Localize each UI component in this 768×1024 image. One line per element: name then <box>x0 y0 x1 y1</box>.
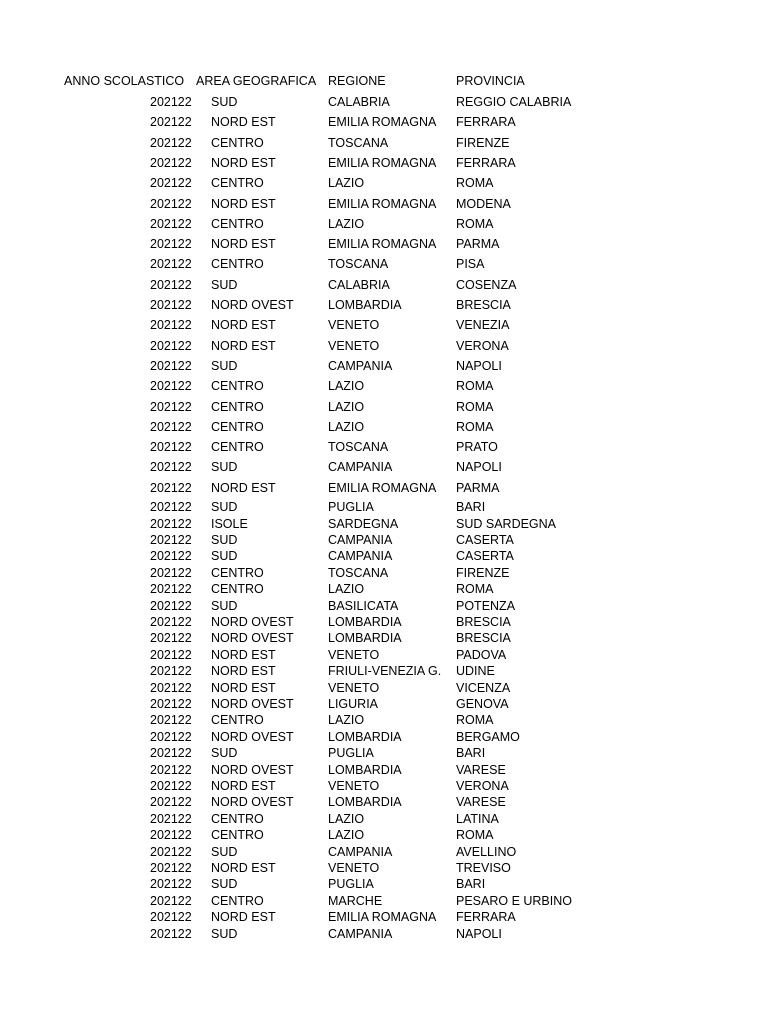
table-row <box>0 630 768 646</box>
cell-anno-scolastico: 202122 <box>150 713 192 727</box>
cell-anno-scolastico: 202122 <box>150 278 192 292</box>
cell-anno-scolastico: 202122 <box>150 861 192 875</box>
cell-area-geografica: SUD <box>211 500 238 514</box>
cell-provincia: PISA <box>456 257 485 271</box>
cell-regione: VENETO <box>328 318 380 332</box>
cell-area-geografica: NORD EST <box>211 681 276 695</box>
cell-provincia: PRATO <box>456 440 498 454</box>
cell-regione: SARDEGNA <box>328 517 399 531</box>
cell-provincia: FIRENZE <box>456 136 510 150</box>
cell-anno-scolastico: 202122 <box>150 763 192 777</box>
cell-anno-scolastico: 202122 <box>150 136 192 150</box>
table-row <box>0 926 768 942</box>
cell-area-geografica: NORD EST <box>211 779 276 793</box>
cell-regione: TOSCANA <box>328 440 389 454</box>
table-row <box>0 680 768 696</box>
cell-regione: VENETO <box>328 779 380 793</box>
cell-provincia: BERGAMO <box>456 730 520 744</box>
cell-anno-scolastico: 202122 <box>150 257 192 271</box>
cell-regione: CAMPANIA <box>328 533 393 547</box>
table-row <box>0 499 768 515</box>
cell-provincia: ROMA <box>456 420 494 434</box>
cell-regione: PUGLIA <box>328 877 374 891</box>
cell-regione: LAZIO <box>328 713 365 727</box>
cell-regione: TOSCANA <box>328 136 389 150</box>
cell-area-geografica: SUD <box>211 549 238 563</box>
cell-regione: EMILIA ROMAGNA <box>328 115 437 129</box>
cell-area-geografica: NORD EST <box>211 156 276 170</box>
cell-provincia: ROMA <box>456 400 494 414</box>
table-row <box>0 94 768 110</box>
cell-area-geografica: NORD OVEST <box>211 795 294 809</box>
cell-area-geografica: ISOLE <box>211 517 248 531</box>
cell-area-geografica: CENTRO <box>211 400 264 414</box>
cell-provincia: NAPOLI <box>456 359 502 373</box>
table-row <box>0 256 768 272</box>
cell-anno-scolastico: 202122 <box>150 828 192 842</box>
cell-provincia: NAPOLI <box>456 927 502 941</box>
cell-regione: LAZIO <box>328 217 365 231</box>
cell-provincia: VERONA <box>456 339 509 353</box>
cell-area-geografica: SUD <box>211 95 238 109</box>
cell-area-geografica: NORD EST <box>211 237 276 251</box>
cell-anno-scolastico: 202122 <box>150 420 192 434</box>
cell-anno-scolastico: 202122 <box>150 566 192 580</box>
table-row <box>0 175 768 191</box>
table-header-row <box>0 73 768 89</box>
table-row <box>0 532 768 548</box>
cell-area-geografica: CENTRO <box>211 176 264 190</box>
cell-area-geografica: NORD EST <box>211 197 276 211</box>
table-row <box>0 745 768 761</box>
cell-regione: EMILIA ROMAGNA <box>328 156 437 170</box>
cell-regione: VENETO <box>328 648 380 662</box>
cell-area-geografica: NORD EST <box>211 115 276 129</box>
cell-area-geografica: NORD EST <box>211 664 276 678</box>
table-row <box>0 827 768 843</box>
cell-area-geografica: CENTRO <box>211 217 264 231</box>
cell-area-geografica: CENTRO <box>211 582 264 596</box>
table-row <box>0 548 768 564</box>
cell-anno-scolastico: 202122 <box>150 845 192 859</box>
cell-regione: LOMBARDIA <box>328 730 402 744</box>
cell-anno-scolastico: 202122 <box>150 664 192 678</box>
cell-provincia: REGGIO CALABRIA <box>456 95 572 109</box>
table-row <box>0 614 768 630</box>
cell-provincia: BARI <box>456 746 486 760</box>
table-row <box>0 581 768 597</box>
table-row <box>0 876 768 892</box>
cell-regione: VENETO <box>328 681 380 695</box>
cell-anno-scolastico: 202122 <box>150 894 192 908</box>
header-anno-scolastico: ANNO SCOLASTICO <box>64 74 185 88</box>
header-provincia: PROVINCIA <box>456 74 525 88</box>
cell-provincia: ROMA <box>456 217 494 231</box>
cell-area-geografica: CENTRO <box>211 566 264 580</box>
cell-regione: EMILIA ROMAGNA <box>328 481 437 495</box>
cell-provincia: ROMA <box>456 176 494 190</box>
cell-anno-scolastico: 202122 <box>150 379 192 393</box>
cell-anno-scolastico: 202122 <box>150 115 192 129</box>
cell-provincia: SUD SARDEGNA <box>456 517 557 531</box>
table-row <box>0 893 768 909</box>
cell-area-geografica: SUD <box>211 599 238 613</box>
table-row <box>0 909 768 925</box>
table-row <box>0 696 768 712</box>
cell-regione: LAZIO <box>328 379 365 393</box>
table-row <box>0 277 768 293</box>
cell-regione: EMILIA ROMAGNA <box>328 237 437 251</box>
cell-anno-scolastico: 202122 <box>150 730 192 744</box>
cell-area-geografica: SUD <box>211 927 238 941</box>
cell-area-geografica: SUD <box>211 533 238 547</box>
table-row <box>0 196 768 212</box>
cell-anno-scolastico: 202122 <box>150 648 192 662</box>
cell-provincia: TREVISO <box>456 861 511 875</box>
cell-area-geografica: CENTRO <box>211 136 264 150</box>
table-row <box>0 860 768 876</box>
cell-regione: LAZIO <box>328 582 365 596</box>
cell-provincia: VENEZIA <box>456 318 510 332</box>
cell-area-geografica: SUD <box>211 359 238 373</box>
cell-regione: PUGLIA <box>328 746 374 760</box>
table-row <box>0 399 768 415</box>
cell-anno-scolastico: 202122 <box>150 697 192 711</box>
cell-regione: CAMPANIA <box>328 460 393 474</box>
header-regione: REGIONE <box>328 74 386 88</box>
table-row <box>0 216 768 232</box>
cell-anno-scolastico: 202122 <box>150 197 192 211</box>
cell-provincia: BRESCIA <box>456 615 511 629</box>
table-row <box>0 565 768 581</box>
cell-provincia: VARESE <box>456 763 506 777</box>
cell-anno-scolastico: 202122 <box>150 779 192 793</box>
cell-provincia: PESARO E URBINO <box>456 894 572 908</box>
cell-anno-scolastico: 202122 <box>150 517 192 531</box>
cell-area-geografica: NORD OVEST <box>211 298 294 312</box>
cell-anno-scolastico: 202122 <box>150 910 192 924</box>
cell-regione: LOMBARDIA <box>328 631 402 645</box>
cell-provincia: FERRARA <box>456 115 516 129</box>
cell-anno-scolastico: 202122 <box>150 176 192 190</box>
table-row <box>0 811 768 827</box>
cell-area-geografica: NORD OVEST <box>211 631 294 645</box>
table-row <box>0 598 768 614</box>
cell-anno-scolastico: 202122 <box>150 812 192 826</box>
cell-regione: LAZIO <box>328 176 365 190</box>
header-area-geografica: AREA GEOGRAFICA <box>196 74 317 88</box>
cell-provincia: COSENZA <box>456 278 517 292</box>
cell-provincia: BRESCIA <box>456 298 511 312</box>
cell-area-geografica: CENTRO <box>211 812 264 826</box>
cell-anno-scolastico: 202122 <box>150 549 192 563</box>
cell-regione: LOMBARDIA <box>328 795 402 809</box>
cell-provincia: LATINA <box>456 812 499 826</box>
table-row <box>0 762 768 778</box>
cell-area-geografica: SUD <box>211 460 238 474</box>
cell-anno-scolastico: 202122 <box>150 533 192 547</box>
cell-anno-scolastico: 202122 <box>150 681 192 695</box>
cell-provincia: CASERTA <box>456 533 514 547</box>
table-row <box>0 778 768 794</box>
table-row <box>0 317 768 333</box>
cell-area-geografica: CENTRO <box>211 894 264 908</box>
cell-anno-scolastico: 202122 <box>150 460 192 474</box>
cell-anno-scolastico: 202122 <box>150 95 192 109</box>
cell-provincia: ROMA <box>456 379 494 393</box>
cell-regione: LAZIO <box>328 828 365 842</box>
cell-area-geografica: SUD <box>211 746 238 760</box>
cell-area-geografica: NORD EST <box>211 481 276 495</box>
cell-regione: VENETO <box>328 861 380 875</box>
table-row <box>0 155 768 171</box>
cell-provincia: GENOVA <box>456 697 509 711</box>
cell-area-geografica: NORD EST <box>211 318 276 332</box>
cell-provincia: ROMA <box>456 828 494 842</box>
table-row <box>0 647 768 663</box>
cell-anno-scolastico: 202122 <box>150 237 192 251</box>
cell-provincia: UDINE <box>456 664 495 678</box>
cell-anno-scolastico: 202122 <box>150 795 192 809</box>
cell-area-geografica: NORD OVEST <box>211 763 294 777</box>
cell-provincia: BARI <box>456 500 486 514</box>
cell-area-geografica: NORD OVEST <box>211 615 294 629</box>
cell-regione: EMILIA ROMAGNA <box>328 197 437 211</box>
table-row <box>0 516 768 532</box>
cell-anno-scolastico: 202122 <box>150 927 192 941</box>
cell-area-geografica: NORD EST <box>211 648 276 662</box>
cell-regione: LAZIO <box>328 812 365 826</box>
cell-regione: CAMPANIA <box>328 927 393 941</box>
cell-provincia: BRESCIA <box>456 631 511 645</box>
cell-provincia: VERONA <box>456 779 509 793</box>
cell-regione: LAZIO <box>328 400 365 414</box>
table-row <box>0 794 768 810</box>
cell-area-geografica: CENTRO <box>211 420 264 434</box>
table-row <box>0 419 768 435</box>
cell-regione: LOMBARDIA <box>328 763 402 777</box>
cell-provincia: NAPOLI <box>456 460 502 474</box>
cell-regione: CAMPANIA <box>328 845 393 859</box>
cell-anno-scolastico: 202122 <box>150 615 192 629</box>
cell-area-geografica: NORD EST <box>211 339 276 353</box>
cell-anno-scolastico: 202122 <box>150 400 192 414</box>
table-row <box>0 135 768 151</box>
table-row <box>0 459 768 475</box>
cell-anno-scolastico: 202122 <box>150 599 192 613</box>
cell-provincia: POTENZA <box>456 599 516 613</box>
table-row <box>0 712 768 728</box>
table-row <box>0 358 768 374</box>
cell-area-geografica: SUD <box>211 877 238 891</box>
cell-provincia: VARESE <box>456 795 506 809</box>
cell-regione: LIGURIA <box>328 697 379 711</box>
cell-regione: LOMBARDIA <box>328 615 402 629</box>
cell-regione: TOSCANA <box>328 257 389 271</box>
cell-anno-scolastico: 202122 <box>150 318 192 332</box>
cell-regione: LAZIO <box>328 420 365 434</box>
cell-area-geografica: CENTRO <box>211 828 264 842</box>
cell-regione: PUGLIA <box>328 500 374 514</box>
table-row <box>0 297 768 313</box>
cell-regione: LOMBARDIA <box>328 298 402 312</box>
cell-anno-scolastico: 202122 <box>150 582 192 596</box>
cell-anno-scolastico: 202122 <box>150 156 192 170</box>
cell-regione: CAMPANIA <box>328 549 393 563</box>
table-row <box>0 480 768 496</box>
cell-provincia: PARMA <box>456 237 500 251</box>
table-row <box>0 338 768 354</box>
cell-provincia: FERRARA <box>456 910 516 924</box>
table-row <box>0 439 768 455</box>
cell-area-geografica: SUD <box>211 278 238 292</box>
cell-provincia: ROMA <box>456 582 494 596</box>
cell-provincia: AVELLINO <box>456 845 517 859</box>
cell-area-geografica: CENTRO <box>211 379 264 393</box>
cell-anno-scolastico: 202122 <box>150 339 192 353</box>
cell-regione: MARCHE <box>328 894 383 908</box>
cell-area-geografica: NORD EST <box>211 861 276 875</box>
cell-provincia: BARI <box>456 877 486 891</box>
cell-anno-scolastico: 202122 <box>150 631 192 645</box>
cell-regione: BASILICATA <box>328 599 399 613</box>
cell-regione: EMILIA ROMAGNA <box>328 910 437 924</box>
cell-anno-scolastico: 202122 <box>150 440 192 454</box>
cell-provincia: VICENZA <box>456 681 511 695</box>
cell-anno-scolastico: 202122 <box>150 746 192 760</box>
cell-regione: FRIULI-VENEZIA G. <box>328 664 442 678</box>
table-row <box>0 729 768 745</box>
cell-regione: CALABRIA <box>328 95 390 109</box>
cell-area-geografica: SUD <box>211 845 238 859</box>
table-row <box>0 114 768 130</box>
cell-provincia: PARMA <box>456 481 500 495</box>
cell-regione: CALABRIA <box>328 278 390 292</box>
cell-area-geografica: NORD EST <box>211 910 276 924</box>
cell-anno-scolastico: 202122 <box>150 877 192 891</box>
cell-area-geografica: CENTRO <box>211 440 264 454</box>
cell-provincia: FIRENZE <box>456 566 510 580</box>
cell-area-geografica: CENTRO <box>211 257 264 271</box>
cell-provincia: ROMA <box>456 713 494 727</box>
cell-provincia: FERRARA <box>456 156 516 170</box>
table-row <box>0 844 768 860</box>
cell-provincia: PADOVA <box>456 648 507 662</box>
cell-anno-scolastico: 202122 <box>150 298 192 312</box>
cell-provincia: MODENA <box>456 197 511 211</box>
cell-anno-scolastico: 202122 <box>150 359 192 373</box>
table-row <box>0 236 768 252</box>
cell-anno-scolastico: 202122 <box>150 500 192 514</box>
cell-area-geografica: NORD OVEST <box>211 697 294 711</box>
cell-anno-scolastico: 202122 <box>150 217 192 231</box>
cell-regione: CAMPANIA <box>328 359 393 373</box>
cell-provincia: CASERTA <box>456 549 514 563</box>
cell-regione: TOSCANA <box>328 566 389 580</box>
table-row <box>0 378 768 394</box>
table-row <box>0 663 768 679</box>
cell-area-geografica: CENTRO <box>211 713 264 727</box>
cell-regione: VENETO <box>328 339 380 353</box>
cell-area-geografica: NORD OVEST <box>211 730 294 744</box>
cell-anno-scolastico: 202122 <box>150 481 192 495</box>
